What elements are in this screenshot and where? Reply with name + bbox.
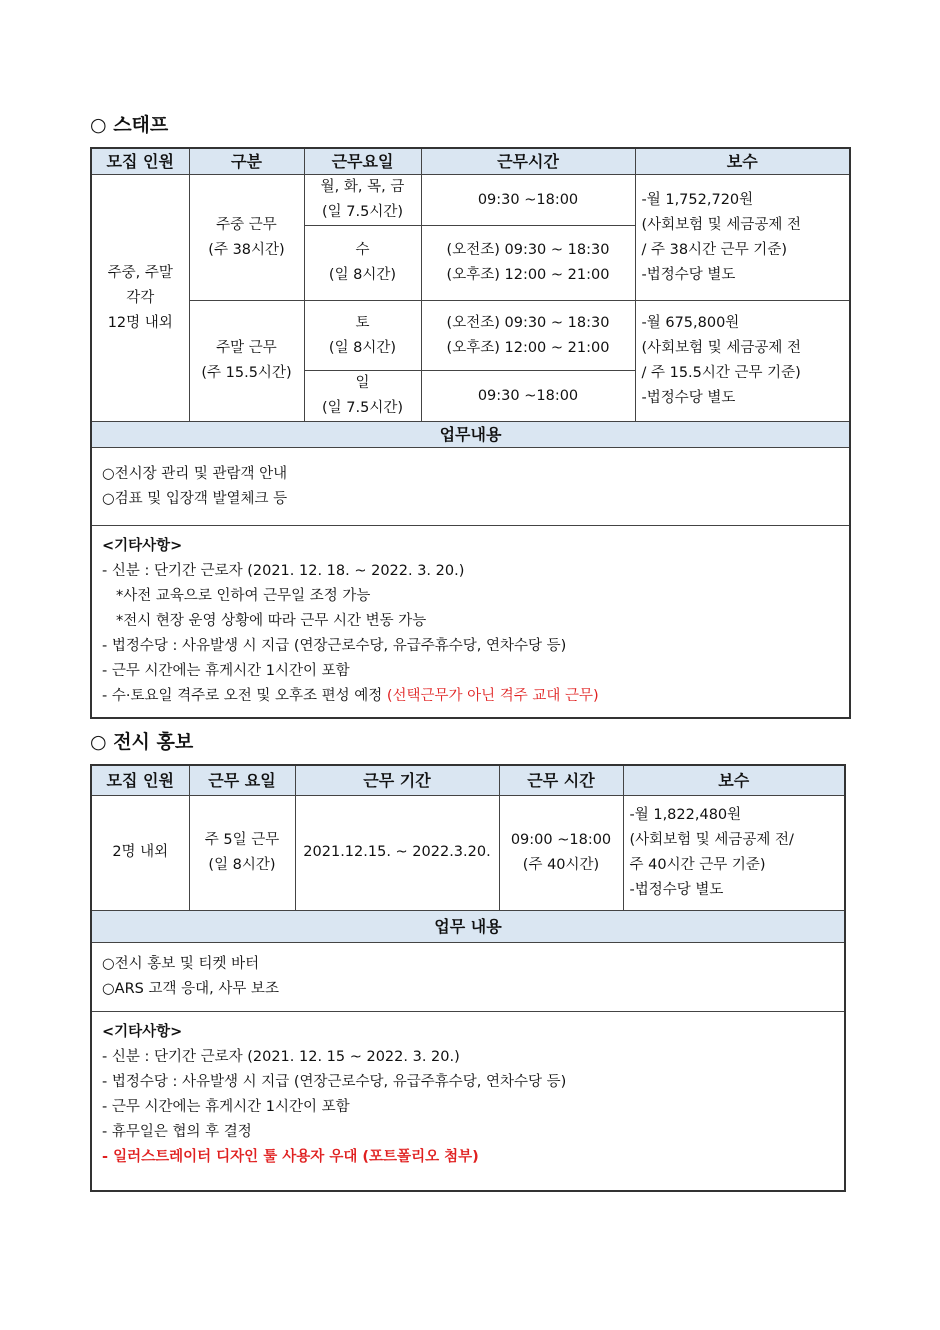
weekday-pay-cell: -월 1,752,720원 (사회보험 및 세금공제 전 / 주 38시간 근무 기준) -법정수당 별도 <box>635 175 850 301</box>
list-item: - 근무 시간에는 휴게시간 1시간이 포함 <box>102 663 350 679</box>
promo-duties-header: 업무 내용 <box>91 910 845 942</box>
weekend-time1-cell: (오전조) 09:30 ~ 18:30 (오후조) 12:00 ~ 21:00 <box>421 301 635 371</box>
weekday-time2-cell: (오전조) 09:30 ~ 18:30 (오후조) 12:00 ~ 21:00 <box>421 226 635 301</box>
list-item: - 일러스트레이터 디자인 툴 사용자 우대 (포트폴리오 첨부) <box>102 1148 479 1165</box>
weekend-pay-cell: -월 675,800원 (사회보험 및 세금공제 전 / 주 15.5시간 근무 기준) -법정수당 별도 <box>635 301 850 422</box>
promo-days-cell: 주 5일 근무 (일 8시간) <box>189 795 295 910</box>
list-item: - 신분 : 단기간 근로자 (2021. 12. 18. ~ 2022. 3. 20.) <box>102 563 465 579</box>
weekend-day2-cell: 일 (일 7.5시간) <box>304 371 421 422</box>
header-recruit: 모집 인원 <box>91 765 189 795</box>
list-item: *전시 현장 운영 상황에 따라 근무 시간 변동 가능 <box>116 613 427 629</box>
staff-heading: ○ 스태프 <box>90 114 169 136</box>
promo-pay-cell: -월 1,822,480원 (사회보험 및 세금공제 전/ 주 40시간 근무 기준) -법정수당 별도 <box>623 795 845 910</box>
list-item: - 신분 : 단기간 근로자 (2021. 12. 15 ~ 2022. 3. 20.) <box>102 1048 460 1065</box>
list-item: ○검표 및 입장객 발열체크 등 <box>102 490 288 507</box>
list-item: ○전시 홍보 및 티켓 바터 <box>102 955 260 972</box>
header-pay: 보수 <box>635 148 850 175</box>
header-worktime: 근무 시간 <box>499 765 623 795</box>
weekend-time2-cell: 09:30 ~18:00 <box>421 371 635 422</box>
promo-recruit-cell: 2명 내외 <box>91 795 189 910</box>
notes-title: <기타사항> <box>102 538 183 554</box>
list-item: - 법정수당 : 사유발생 시 지급 (연장근로수당, 유급주휴수당, 연차수당 등) <box>102 1073 567 1090</box>
header-pay: 보수 <box>623 765 845 795</box>
weekday-type-cell: 주중 근무 (주 38시간) <box>189 175 304 301</box>
list-item: *사전 교육으로 인하여 근무일 조정 가능 <box>116 588 371 604</box>
notes-title: <기타사항> <box>102 1023 183 1040</box>
weekday-day2-cell: 수 (일 8시간) <box>304 226 421 301</box>
promo-table <box>90 764 846 1192</box>
weekday-time1-cell: 09:30 ~18:00 <box>421 175 635 226</box>
list-item: ○ARS 고객 응대, 사무 보조 <box>102 980 279 997</box>
header-period: 근무 기간 <box>295 765 499 795</box>
list-item: - 법정수당 : 사유발생 시 지급 (연장근로수당, 유급주휴수당, 연차수당 등) <box>102 638 567 654</box>
header-recruit: 모집 인원 <box>91 148 189 175</box>
promo-period-cell: 2021.12.15. ~ 2022.3.20. <box>295 795 499 910</box>
header-category: 구분 <box>189 148 304 175</box>
staff-notes <box>91 526 850 719</box>
staff-duties-header: 업무내용 <box>91 422 850 448</box>
header-worktime: 근무시간 <box>421 148 635 175</box>
weekend-type-cell: 주말 근무 (주 15.5시간) <box>189 301 304 422</box>
weekday-day1-cell: 월, 화, 목, 금 (일 7.5시간) <box>304 175 421 226</box>
staff-recruit-cell: 주중, 주말 각각 12명 내외 <box>91 175 189 422</box>
promo-duties <box>91 942 845 1011</box>
weekend-day1-cell: 토 (일 8시간) <box>304 301 421 371</box>
header-workdays: 근무 요일 <box>189 765 295 795</box>
promo-notes <box>91 1011 845 1191</box>
staff-table <box>90 147 851 719</box>
promo-time-cell: 09:00 ~18:00 (주 40시간) <box>499 795 623 910</box>
list-item: - 휴무일은 협의 후 결정 <box>102 1123 252 1140</box>
staff-duties <box>91 448 850 526</box>
list-item: ○전시장 관리 및 관람객 안내 <box>102 465 288 482</box>
header-workdays: 근무요일 <box>304 148 421 175</box>
list-item: - 수·토요일 격주로 오전 및 오후조 편성 예정 (선택근무가 아닌 격주 교대 근무) <box>102 688 599 704</box>
promo-heading: ○ 전시 홍보 <box>90 731 194 753</box>
list-item: - 근무 시간에는 휴게시간 1시간이 포함 <box>102 1098 350 1115</box>
